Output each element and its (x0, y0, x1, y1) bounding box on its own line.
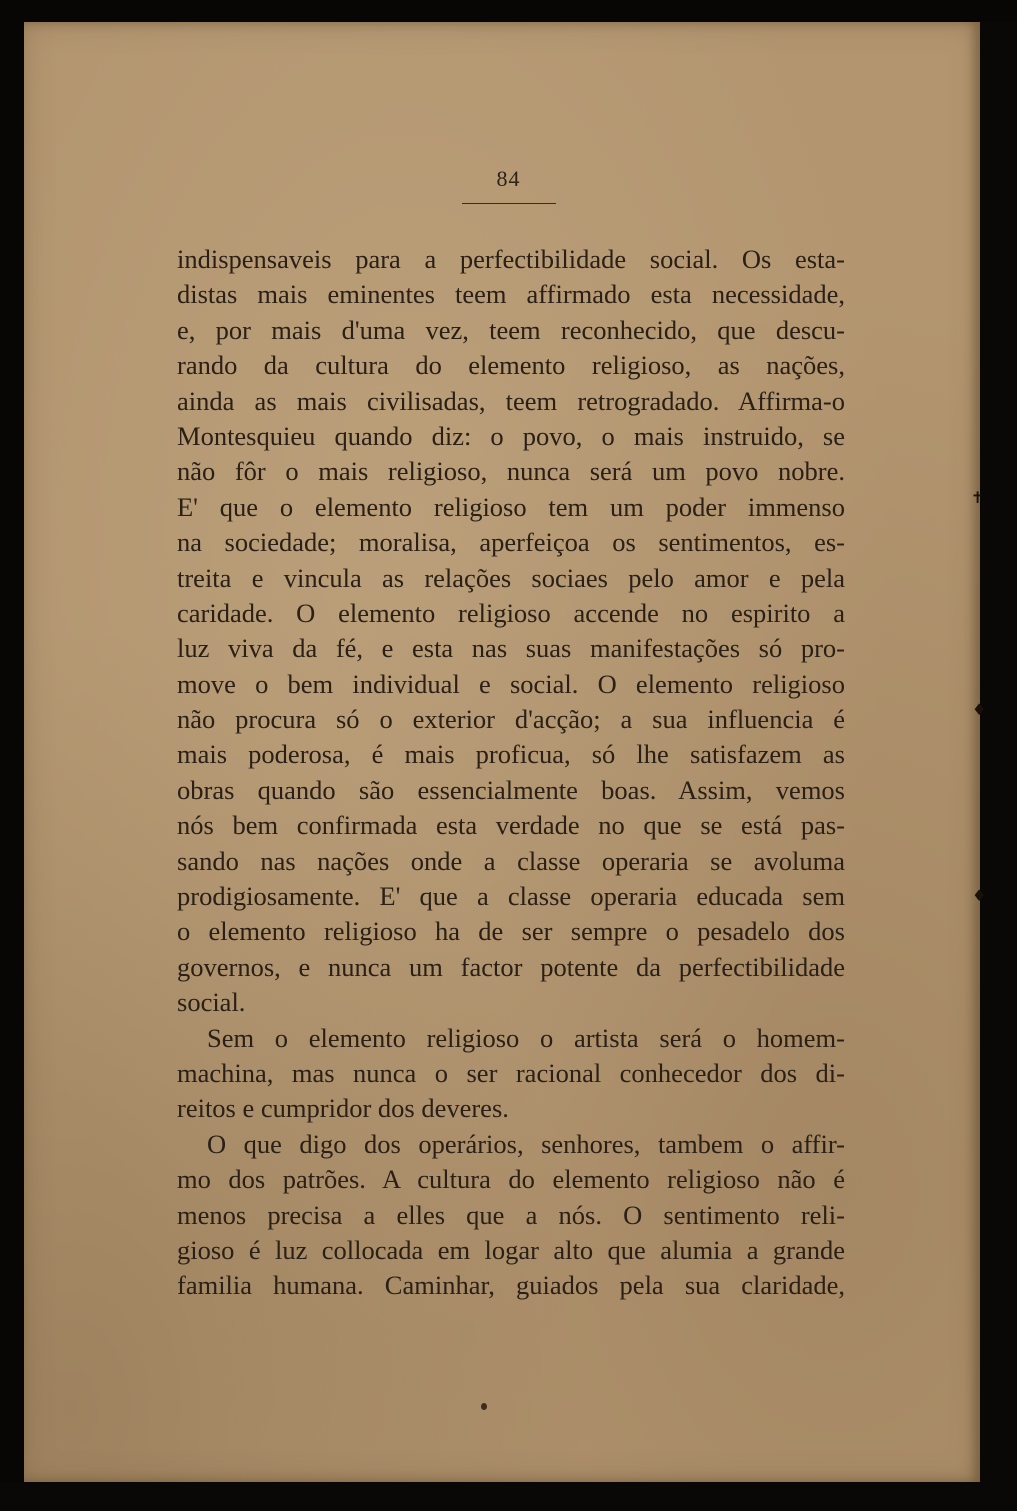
page-number-rule (462, 203, 556, 204)
text-line: Sem o elemento religioso o artista será o homem- (207, 1022, 845, 1053)
text-line: O que digo dos operários, senhores, tambem o affir- (207, 1128, 845, 1159)
page-number: 84 (496, 166, 521, 191)
text-line: gioso é luz collocada em logar alto que alumia a grande (177, 1234, 845, 1265)
text-line: ainda as mais civilisadas, teem retrogradado. Affirma-o (177, 385, 845, 416)
text-line: move o bem individual e social. O elemento religioso (177, 668, 845, 699)
binding-pin-icon: ♦ (972, 886, 987, 905)
text-line: prodigiosamente. E' que a classe operaria educada sem (177, 881, 845, 912)
text-line: indispensaveis para a perfectibilidade social. Os esta- (177, 244, 845, 274)
text-line: nós bem confirmada esta verdade no que se está pas- (177, 810, 845, 841)
paragraph (177, 1021, 845, 1127)
text-line: caridade. O elemento religioso accende no espirito a (177, 597, 845, 628)
text-line: governos, e nunca um factor potente da perfectibilidade (177, 951, 845, 982)
text-line: treita e vincula as relações sociaes pelo amor e pela (177, 562, 845, 593)
binding-edge (980, 22, 1017, 1482)
ink-speck (481, 1403, 487, 1410)
text-line: familia humana. Caminhar, guiados pela sua claridade, (177, 1270, 845, 1301)
text-line: obras quando são essencialmente boas. Assim, vemos (177, 774, 845, 805)
text-line: o elemento religioso ha de ser sempre o pesadelo dos (177, 916, 845, 947)
body-text (177, 242, 845, 1304)
text-line: na sociedade; moralisa, aperfeiçoa os sentimentos, es- (177, 527, 845, 558)
text-line: e, por mais d'uma vez, teem reconhecido, que descu- (177, 314, 845, 345)
binding-pin-icon: ✝ (971, 488, 985, 507)
text-line: Montesquieu quando diz: o povo, o mais instruido, se (177, 420, 845, 451)
paragraph (177, 242, 845, 1021)
text-line: reitos e cumpridor dos deveres. (177, 1093, 509, 1124)
text-line: sando nas nações onde a classe operaria se avoluma (177, 845, 845, 876)
text-line: E' que o elemento religioso tem um poder immenso (177, 491, 845, 522)
bottom-border (0, 1482, 1017, 1511)
text-line: mais poderosa, é mais proficua, só lhe satisfazem as (177, 739, 845, 770)
text-line: mo dos patrões. A cultura do elemento religioso não é (177, 1164, 845, 1195)
text-line: não procura só o exterior d'acção; a sua influencia é (177, 704, 845, 735)
binding-pin-icon: ♦ (972, 700, 987, 719)
text-line: social. (177, 987, 246, 1018)
text-line: luz viva da fé, e esta nas suas manifestações só pro- (177, 633, 845, 664)
text-line: rando da cultura do elemento religioso, as nações, (177, 350, 845, 381)
text-line: distas mais eminentes teem affirmado esta necessidade, (177, 279, 845, 310)
text-line: menos precisa a elles que a nós. O sentimento reli- (177, 1199, 845, 1230)
paragraph (177, 1127, 845, 1304)
text-line: machina, mas nunca o ser racional conhecedor dos di- (177, 1057, 845, 1088)
text-line: não fôr o mais religioso, nunca será um povo nobre. (177, 456, 845, 487)
